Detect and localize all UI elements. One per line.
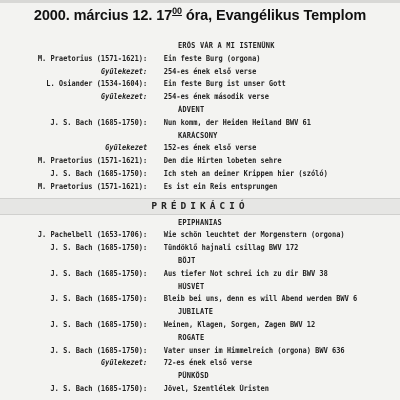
piece-title: 152-es ének első verse: [163, 143, 257, 153]
section-heading-label: PÜNKÖSD: [178, 371, 209, 381]
piece-title: Tündöklő hajnali csillag BWV 172: [163, 243, 299, 253]
section-heading: [0, 104, 400, 117]
sermon-banner: PRÉDIKÁCIÓ: [0, 198, 400, 215]
program-item: [0, 357, 368, 370]
program-list: [0, 40, 400, 396]
section-heading-label: HÚSVÉT: [178, 281, 205, 291]
composer: J. S. Bach (1685-1750):: [50, 383, 148, 393]
program-item: [0, 345, 368, 358]
performer-congregation: Gyülekezet:: [100, 92, 148, 102]
piece-title: Wie schön leuchtet der Morgenstern (orgona): [163, 230, 345, 240]
composer: M. Praetorius (1571-1621):: [37, 156, 148, 166]
header-venue: óra, Evangélikus Templom: [181, 8, 367, 24]
composer: J. S. Bach (1685-1750):: [50, 294, 148, 304]
header-time-minutes: 00: [172, 6, 182, 16]
section-heading: [0, 306, 400, 319]
piece-title: 254-es ének második verse: [163, 92, 269, 102]
piece-title: Ein feste Burg (orgona): [163, 53, 261, 63]
composer: J. S. Bach (1685-1750):: [50, 319, 148, 329]
section-heading: [0, 281, 400, 294]
piece-title: Nun komm, der Heiden Heiland BWV 61: [163, 117, 311, 127]
performer-congregation: Gyülekezet:: [100, 66, 148, 76]
composer: M. Praetorius (1571-1621):: [37, 181, 148, 191]
piece-title: Ich steh an deiner Krippen hier (szóló): [163, 168, 328, 178]
program-item: [0, 242, 368, 255]
program-item: [0, 268, 368, 281]
section-heading-label: KARÁCSONY: [178, 130, 218, 140]
program-item: [0, 168, 368, 181]
piece-title: Es ist ein Reis entsprungen: [163, 181, 278, 191]
section-heading: [0, 255, 400, 268]
performer-congregation: Gyülekezet: [105, 143, 148, 153]
piece-title: Bleib bei uns, denn es will Abend werden BWV 6: [163, 294, 358, 304]
section-heading: [0, 217, 400, 230]
program-item: [0, 53, 368, 66]
program-item: [0, 229, 368, 242]
performer-congregation: Gyülekezet:: [100, 358, 148, 368]
program-item: [0, 78, 368, 91]
section-heading-label: ROGATE: [178, 332, 205, 342]
piece-title: Aus tiefer Not schrei ich zu dir BWV 38: [163, 268, 328, 278]
composer: J. Pachelbell (1653-1706):: [37, 230, 148, 240]
program-item: [0, 91, 368, 104]
program-item: [0, 181, 368, 194]
header-date: 2000. március 12. 17: [33, 8, 173, 24]
section-heading: [0, 40, 400, 53]
composer: L. Osiander (1534-1604):: [46, 79, 148, 89]
program-item: [0, 383, 368, 396]
composer: J. S. Bach (1685-1750):: [50, 345, 148, 355]
piece-title: Den die Hirten lobeten sehre: [163, 156, 282, 166]
concert-header: [0, 6, 400, 24]
composer: J. S. Bach (1685-1750):: [50, 168, 148, 178]
section-heading-label: ERŐS VÁR A MI ISTENÜNK: [178, 41, 275, 50]
composer: J. S. Bach (1685-1750):: [50, 117, 148, 127]
section-heading: [0, 370, 400, 383]
program-item: [0, 319, 368, 332]
composer: J. S. Bach (1685-1750):: [50, 243, 148, 253]
piece-title: 254-es ének első verse: [163, 66, 257, 76]
program-item: [0, 155, 368, 168]
section-heading-label: BÖJT: [178, 255, 196, 265]
section-heading: [0, 130, 400, 143]
piece-title: Weinen, Klagen, Sorgen, Zagen BWV 12: [163, 319, 316, 329]
section-heading-label: ÁDVENT: [178, 104, 205, 114]
program-item: [0, 66, 368, 79]
top-rule: [0, 0, 400, 3]
section-heading-label: JUBILATE: [178, 307, 214, 317]
program-item: [0, 117, 368, 130]
piece-title: Ein feste Burg ist unser Gott: [163, 79, 286, 89]
section-heading-label: EPIPHANIAS: [178, 217, 222, 227]
composer: M. Praetorius (1571-1621):: [37, 53, 148, 63]
section-heading: [0, 332, 400, 345]
program-item: [0, 293, 368, 306]
piece-title: Vater unser im Himmelreich (orgona) BWV 636: [163, 345, 345, 355]
program-item: [0, 142, 368, 155]
piece-title: 72-es ének első verse: [163, 358, 253, 368]
piece-title: Jövel, Szentlélek Úristen: [163, 383, 269, 393]
composer: J. S. Bach (1685-1750):: [50, 268, 148, 278]
